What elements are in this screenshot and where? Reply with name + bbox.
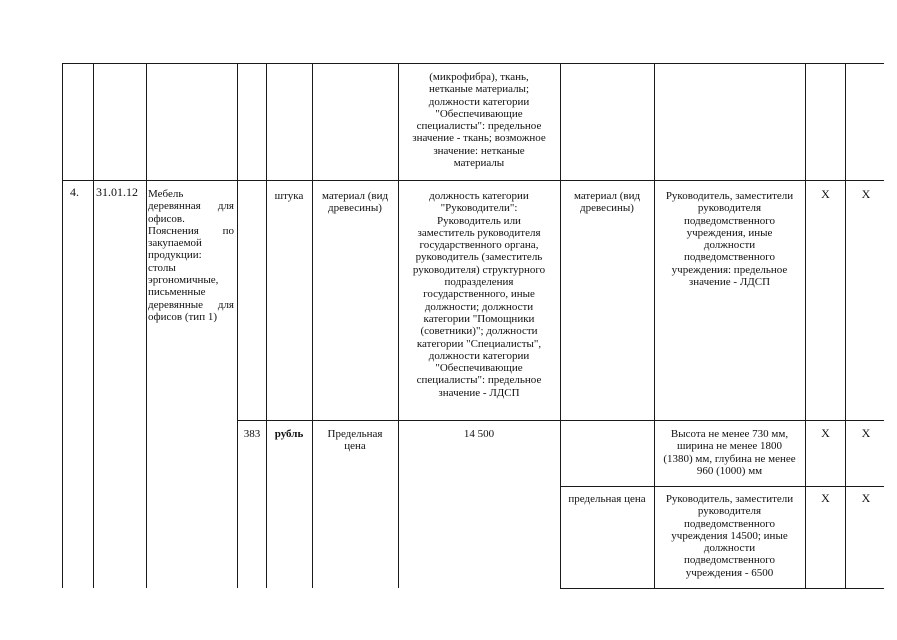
column-rule bbox=[93, 63, 94, 588]
limit-price-value: 14 500 bbox=[463, 428, 495, 440]
characteristic-material-2: материал (вид древесины) bbox=[573, 190, 641, 215]
okpd-code: 31.01.12 bbox=[96, 185, 138, 199]
column-rule bbox=[237, 63, 238, 588]
x-mark: X bbox=[821, 426, 830, 440]
characteristic-value-2: Руководитель, заместители руководителя подведомственного учреждения, иные должности подведомственного учреждения: предельное значение - ЛДСП bbox=[665, 190, 794, 289]
column-rule bbox=[146, 63, 147, 588]
x-mark: X bbox=[821, 187, 830, 201]
table-bottom-border bbox=[560, 588, 884, 589]
column-rule bbox=[845, 63, 846, 588]
x-mark: X bbox=[861, 426, 871, 440]
x-mark: X bbox=[861, 187, 871, 201]
column-rule bbox=[398, 63, 399, 588]
column-rule bbox=[560, 63, 561, 588]
column-rule bbox=[62, 63, 63, 588]
characteristic-limit-price-2: предельная цена bbox=[568, 493, 646, 505]
row-divider bbox=[560, 486, 884, 487]
unit-of-measure: штука bbox=[274, 190, 304, 202]
limit-price-by-position: Руководитель, заместители руководителя подведомственного учреждения 14500; иные должности подведомственного учреждения - 6500 bbox=[665, 493, 794, 579]
row-divider bbox=[62, 180, 884, 181]
characteristic-material: материал (вид древесины) bbox=[321, 190, 389, 215]
column-rule bbox=[312, 63, 313, 588]
x-mark: X bbox=[821, 491, 830, 505]
okei-code: 383 bbox=[243, 428, 261, 440]
characteristic-value: должность категории "Руководители": Руководитель или заместитель руководителя государственного органа, руководитель (заместитель руководителя) структурного подразделения государственного, иные должности; должности категории "Помощники (советники)"; должности категории "Специалисты", должности категории "Обеспечивающие специалисты": предельное значение - ЛДСП bbox=[412, 190, 546, 399]
row-number: 4. bbox=[70, 185, 79, 199]
product-name: Мебель деревянная для офисов. Пояснения по закупаемой продукции: столы эргономичные, письменные деревянные для офисов (тип 1) bbox=[148, 188, 234, 323]
x-mark: X bbox=[861, 491, 871, 505]
characteristic-limit-price: Предельная цена bbox=[327, 428, 383, 453]
dimensions-value: Высота не менее 730 мм, ширина не менее 1800 (1380) мм, глубина не менее 960 (1000) мм bbox=[663, 428, 796, 477]
unit-ruble: рубль bbox=[274, 428, 304, 440]
table-top-border bbox=[62, 63, 884, 64]
requirements-continued: (микрофибра), ткань, нетканые материалы; должности категории "Обеспечивающие специалисты": предельное значение - ткань; возможное значение: нетканые материалы bbox=[412, 71, 546, 170]
column-rule bbox=[805, 63, 806, 588]
column-rule bbox=[266, 63, 267, 588]
